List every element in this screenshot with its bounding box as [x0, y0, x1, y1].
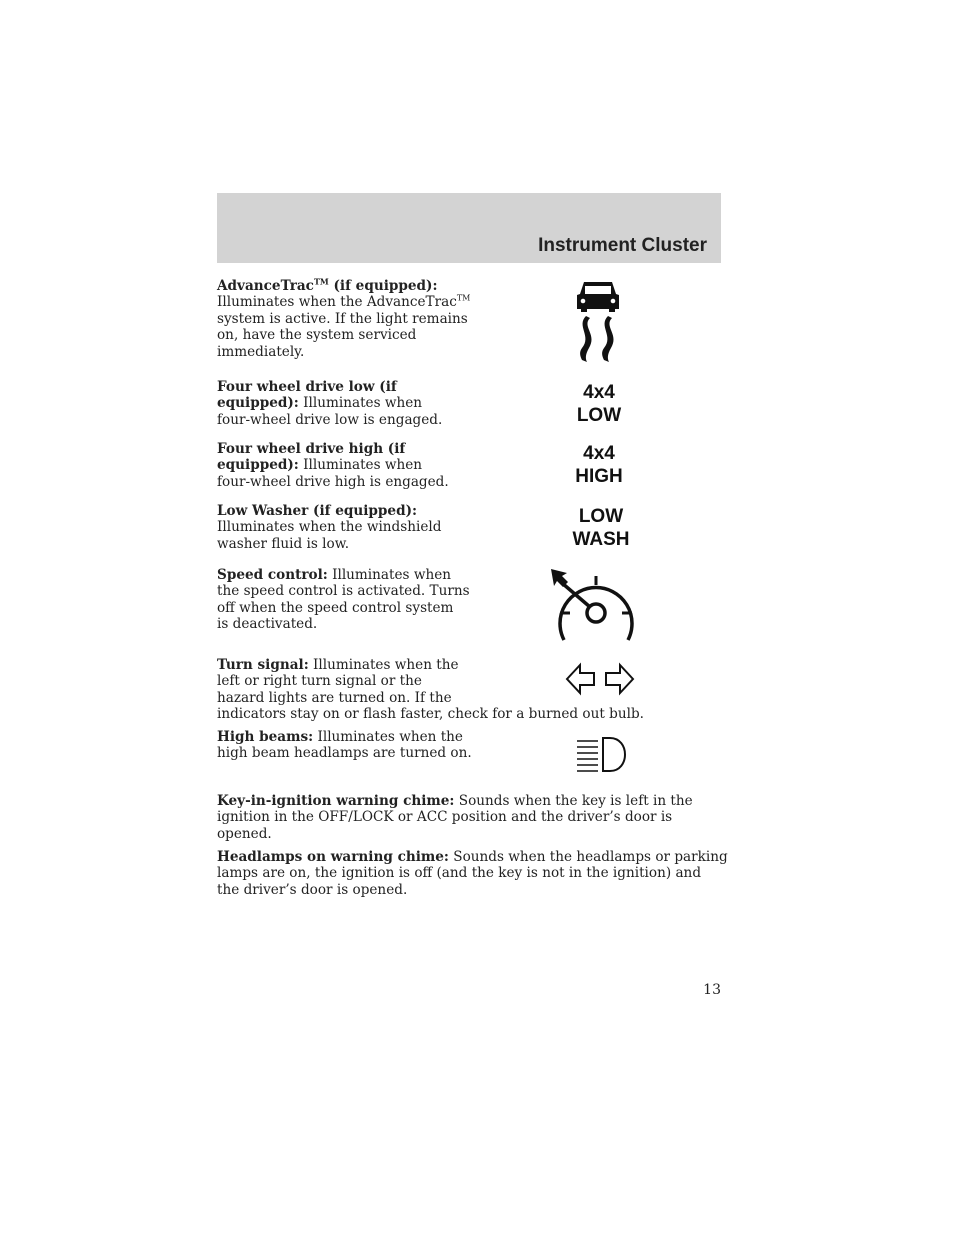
high-beams-label: High beams: [217, 729, 314, 745]
turn-signal-label: Turn signal: [217, 657, 309, 673]
fwd-high-entry: Four wheel drive high (if equipped): Illuminates when four-wheel drive high is engaged. [217, 441, 449, 490]
key-chime-entry: Key-in-ignition warning chime: Sounds when the key is left in the ignition in the OFF/LOCK or ACC position and the driver’s door is opened. [217, 793, 693, 842]
header-band [217, 193, 721, 263]
high-beam-icon [574, 736, 630, 774]
4x4-high-indicator-icon: 4x4 HIGH [575, 443, 623, 487]
key-chime-label: Key-in-ignition warning chime: [217, 793, 455, 809]
low-washer-label: Low Washer (if equipped): [217, 503, 418, 519]
headlamp-chime-entry: Headlamps on warning chime: Sounds when the headlamps or parking lamps are on, the ignition is off (and the key is not in the ignition) and the driver’s door is opened. [217, 849, 728, 898]
headlamp-chime-label: Headlamps on warning chime: [217, 849, 449, 865]
speed-control-label: Speed control: [217, 567, 328, 583]
advancetrac-entry: AdvanceTrac™ (if equipped): Illuminates when the AdvanceTrac™ system is active. If the light remains on, have the system serviced immediately. [217, 276, 471, 360]
fwd-low-entry: Four wheel drive low (if equipped): Illuminates when four-wheel drive low is engaged. [217, 379, 443, 428]
speed-control-entry: Speed control: Illuminates when the speed control is activated. Turns off when the speed control system is deactivated. [217, 567, 470, 633]
turn-signal-arrows-icon [564, 662, 636, 696]
fwd-low-label: Four wheel drive low (if [217, 379, 397, 395]
speed-control-gauge-icon [548, 567, 638, 647]
4x4-low-indicator-icon: 4x4 LOW [576, 382, 622, 426]
page-number: 13 [703, 982, 721, 998]
high-beams-entry: High beams: Illuminates when the high beam headlamps are turned on. [217, 729, 472, 762]
low-wash-indicator-icon: LOW WASH [572, 506, 630, 550]
stability-control-car-icon [570, 278, 626, 364]
low-washer-entry: Low Washer (if equipped): Illuminates when the windshield washer fluid is low. [217, 503, 442, 552]
fwd-high-label: Four wheel drive high (if [217, 441, 406, 457]
advancetrac-label: AdvanceTrac™ (if equipped): [217, 276, 438, 294]
turn-signal-entry: Turn signal: Illuminates when the left or right turn signal or the hazard lights are turned on. If the indicators stay on or flash faster, check for a burned out bulb. [217, 657, 644, 723]
page-title: Instrument Cluster [538, 235, 707, 256]
